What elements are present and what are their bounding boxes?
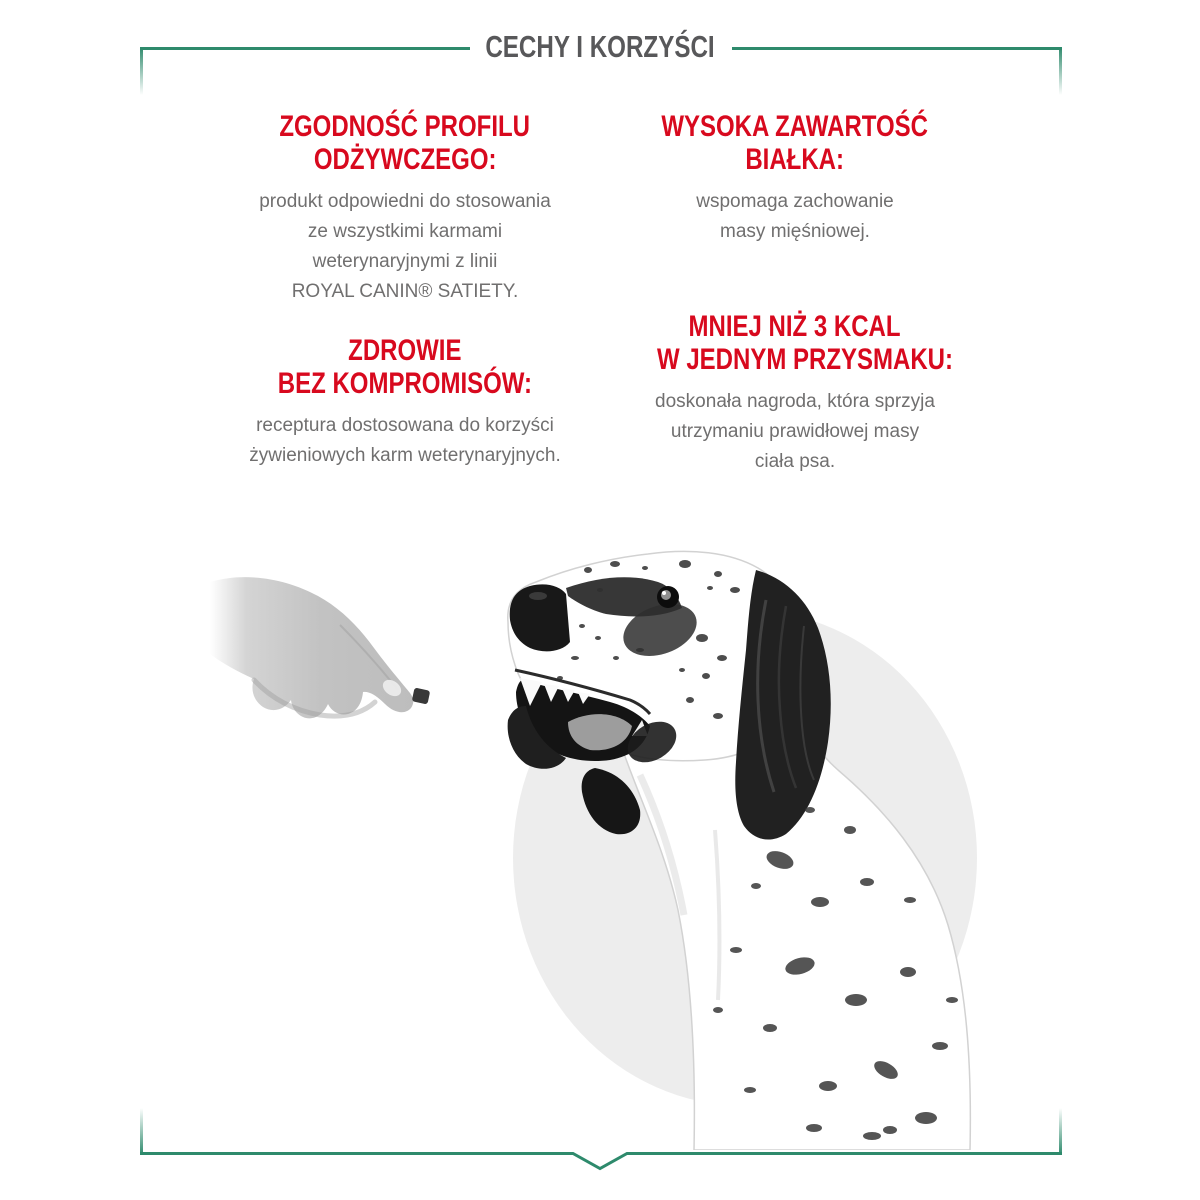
heading-line: MNIEJ NIŻ 3 KCAL xyxy=(688,310,902,343)
feature-body xyxy=(230,411,580,471)
feature-heading xyxy=(620,110,970,176)
feature-nutritional-profile xyxy=(230,110,580,307)
dog-iris xyxy=(661,590,671,600)
feature-body xyxy=(620,387,970,477)
body-line: receptura dostosowana do korzyści xyxy=(256,415,554,436)
body-line: ROYAL CANIN® SATIETY. xyxy=(291,281,519,302)
feature-illustration xyxy=(170,530,990,1150)
frame-stub-bottom-left xyxy=(140,1108,143,1155)
treat-icon xyxy=(412,687,431,704)
heading-line: WYSOKA ZAWARTOŚĆ xyxy=(661,110,929,143)
bottom-rule-with-notch xyxy=(140,1154,1062,1169)
body-line: weterynaryjnymi z linii xyxy=(312,251,498,272)
body-line: utrzymaniu prawidłowej masy xyxy=(670,421,920,442)
hand-silhouette xyxy=(210,577,413,718)
body-line: wspomaga zachowanie xyxy=(696,191,894,212)
heading-line: W JEDNYM PRZYSMAKU: xyxy=(657,343,954,376)
section-title-text: CECHY I KORZYŚCI xyxy=(485,29,715,64)
feature-health-no-compromise xyxy=(230,334,580,471)
feature-body xyxy=(620,187,970,247)
feature-heading xyxy=(620,310,970,376)
heading-line: ZDROWIE xyxy=(348,334,462,367)
heading-line: ZGODNOŚĆ PROFILU xyxy=(279,110,531,143)
feature-low-kcal xyxy=(620,310,970,477)
feature-heading xyxy=(230,110,580,176)
body-line: produkt odpowiedni do stosowania xyxy=(259,191,551,212)
body-line: doskonała nagroda, która sprzyja xyxy=(655,391,935,412)
nose-highlight xyxy=(529,592,547,600)
frame-stub-bottom-right xyxy=(1059,1108,1062,1155)
feature-heading xyxy=(230,334,580,400)
feature-high-protein xyxy=(620,110,970,247)
heading-line: BIAŁKA: xyxy=(745,143,845,176)
body-line: ciała psa. xyxy=(754,451,836,472)
body-line: żywieniowych karm weterynaryjnych. xyxy=(249,445,561,466)
frame-stub-top-left xyxy=(140,47,143,95)
body-line: ze wszystkimi karmami xyxy=(307,221,503,242)
heading-line: BEZ KOMPROMISÓW: xyxy=(277,367,533,400)
eye-glint xyxy=(662,591,666,595)
body-line: masy mięśniowej. xyxy=(720,221,870,242)
frame-stub-top-right xyxy=(1059,47,1062,95)
hand-offering-treat-icon xyxy=(210,577,430,718)
feature-body xyxy=(230,187,580,307)
section-title xyxy=(450,30,750,64)
heading-line: ODŻYWCZEGO: xyxy=(313,143,497,176)
